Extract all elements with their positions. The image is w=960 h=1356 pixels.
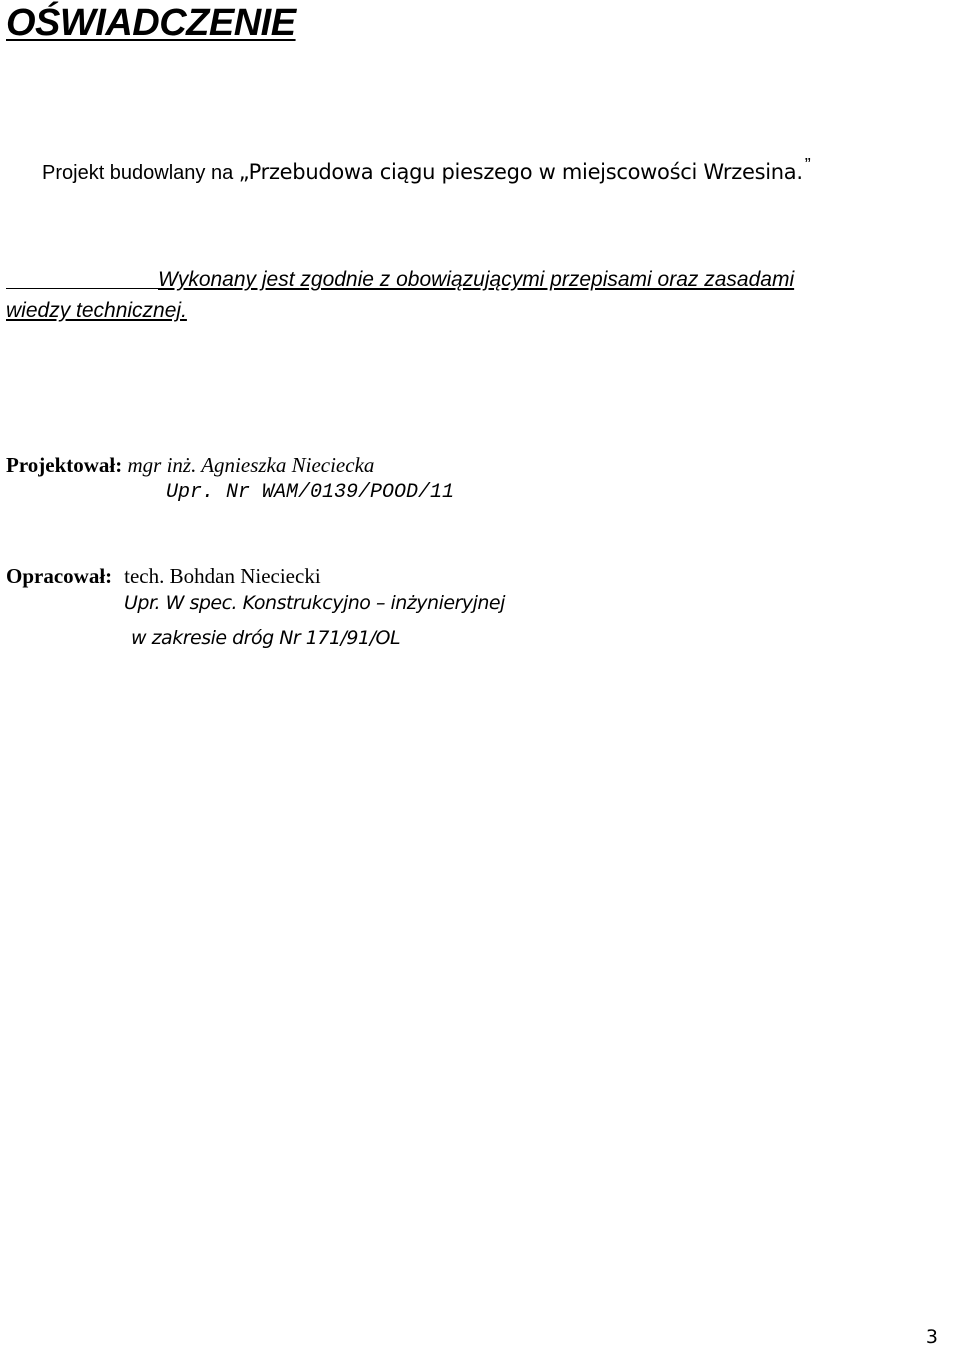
declaration-line-2: wiedzy technicznej. — [6, 299, 187, 322]
page-title: OŚWIADCZENIE — [6, 2, 296, 44]
developer-name: tech. Bohdan Nieciecki — [124, 564, 321, 588]
developer-label: Opracował: — [6, 564, 113, 588]
designer-license: Upr. Nr WAM/0139/POOD/11 — [166, 481, 455, 504]
designer-name: mgr inż. Agnieszka Nieciecka — [127, 453, 375, 477]
project-name: „Przebudowa ciągu pieszego w miejscowości Wrzesina. — [238, 160, 803, 184]
underline-lead — [6, 268, 158, 289]
developer-license: Upr. W spec. Konstrukcyjno – inżynieryjnej — [124, 592, 505, 614]
developer-license-scope: w zakresie dróg Nr 171/91/OL — [131, 627, 401, 649]
project-closing-quote: ” — [804, 155, 811, 175]
declaration-line-1 — [6, 268, 794, 292]
project-prefix: Projekt budowlany na — [42, 162, 234, 184]
page-number: 3 — [925, 1326, 938, 1348]
declaration-text-1: Wykonany jest zgodnie z obowiązującymi przepisami oraz zasadami — [158, 268, 795, 291]
designer-label: Projektował: — [6, 453, 123, 477]
developer-line — [6, 564, 321, 589]
designer-line — [6, 453, 374, 478]
project-line — [42, 155, 811, 185]
